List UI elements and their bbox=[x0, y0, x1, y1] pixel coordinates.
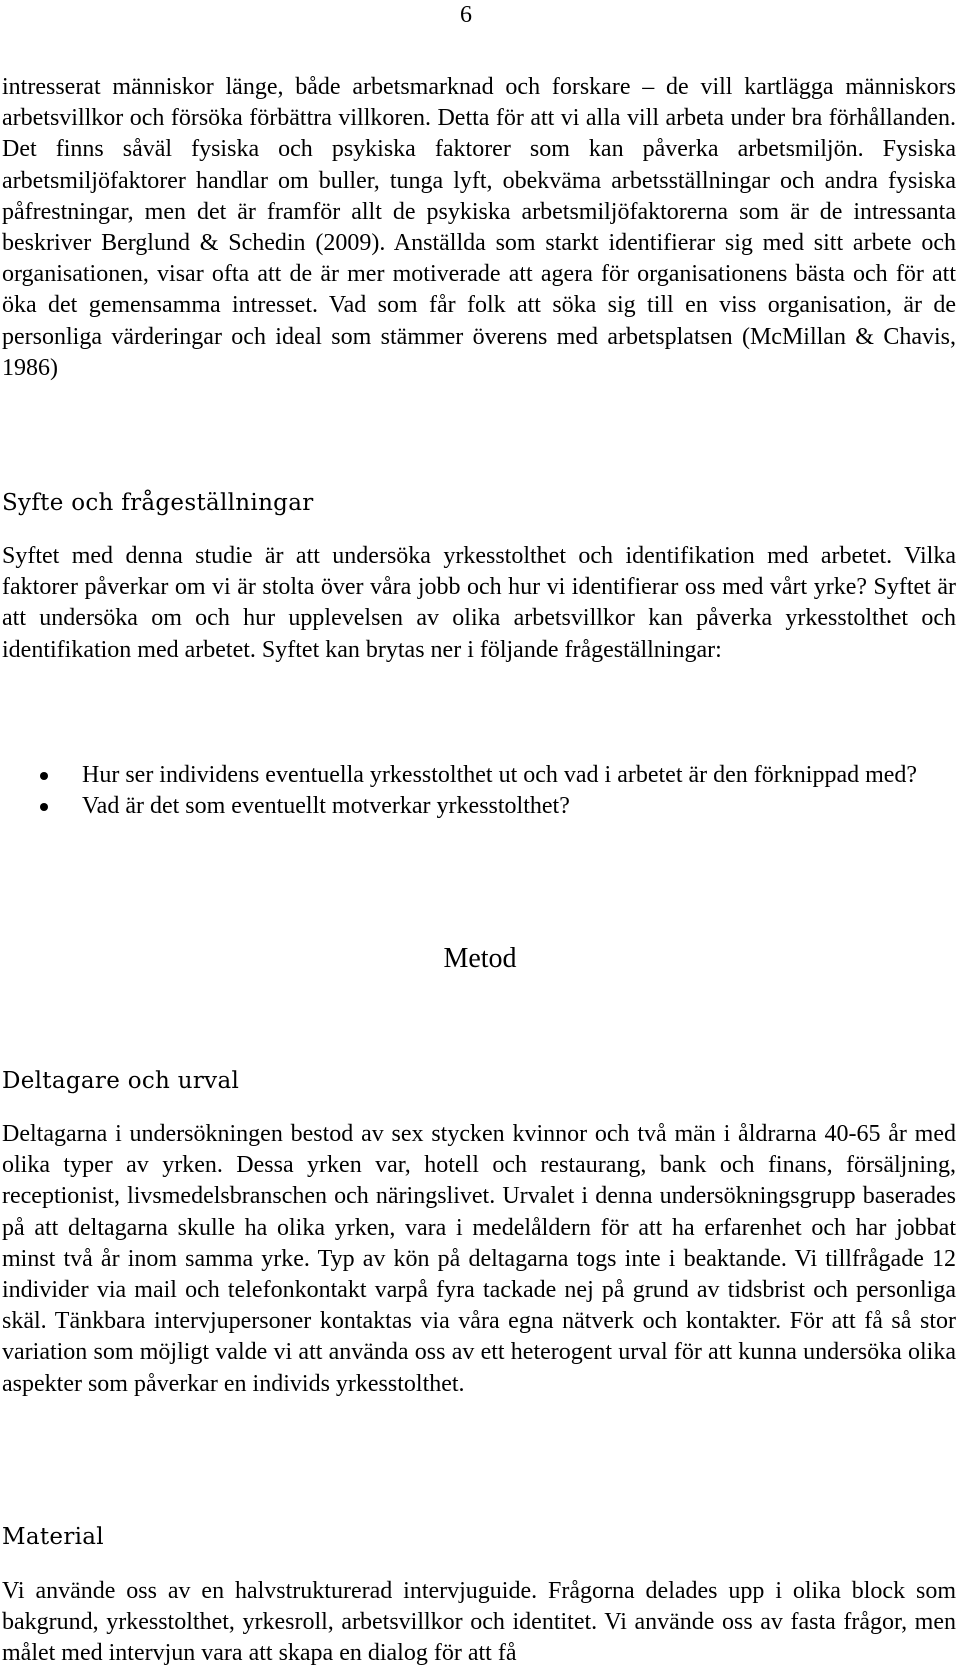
list-item-text: Vad är det som eventuellt motverkar yrkesstolthet? bbox=[82, 793, 570, 820]
section-heading-deltagare: Deltagare och urval bbox=[2, 1068, 240, 1094]
bullet-icon bbox=[40, 803, 48, 811]
section-heading-metod: Metod bbox=[443, 943, 517, 974]
list-item-text: Hur ser individens eventuella yrkesstolthet ut och vad i arbetet är den förknippad med? bbox=[82, 762, 918, 788]
question-list bbox=[0, 760, 956, 822]
section-heading-syfte: Syfte och frågeställningar bbox=[2, 490, 314, 516]
list-item bbox=[0, 791, 956, 822]
list-item bbox=[0, 760, 956, 791]
page-number: 6 bbox=[460, 2, 472, 28]
syfte-paragraph: Syftet med denna studie är att undersöka yrkesstolthet och identifikation med arbetet. Vilka faktorer påverkar om vi är stolta över våra jobb och hur vi identifierar oss med vårt yrke? Syftet är att undersöka om och hur upplevelsen av olika arbetsvillkor kan påverka yrkesstolthet och identifikation med arbetet. Syftet kan brytas ner i följande frågeställningar: bbox=[2, 543, 956, 663]
deltagare-paragraph: Deltagarna i undersökningen bestod av sex stycken kvinnor och två män i åldrarna 40-65 år med olika typer av yrken. Dessa yrken var, hotell och restaurang, bank och finans, försäljning, receptionist, livsmedelsbranschen och näringslivet. Urvalet i denna undersökningsgrupp baserades på att deltagarna skulle ha olika yrken, vara i medelåldern för att ha erfarenhet och har jobbat minst två år inom samma yrke. Typ av kön på deltagarna togs inte i beaktande. Vi tillfrågade 12 individer via mail och telefonkontakt varpå fyra tackade nej på grund av tidsbrist och personliga skäl. Tänkbara intervjupersoner kontaktas via våra egna nätverk och kontakter. För att få så stor variation som möjligt valde vi att använda oss av ett heterogent urval för att kunna undersöka olika aspekter som påverkar en individs yrkesstolthet. bbox=[2, 1121, 956, 1397]
section-heading-material: Material bbox=[2, 1524, 104, 1550]
intro-paragraph: intresserat människor länge, både arbetsmarknad och forskare – de vill kartlägga människors arbetsvillkor och försöka förbättra villkoren. Detta för att vi alla vill arbeta under bra förhållanden. Det finns såväl fysiska och psykiska faktorer som kan påverka arbetsmiljön. Fysiska arbetsmiljöfaktorer handlar om buller, tunga lyft, obekväma arbetsställningar och andra fysiska påfrestningar, men det är framför allt de psykiska arbetsmiljöfaktorerna som är de intressanta beskriver Berglund & Schedin (2009). Anställda som starkt identifierar sig med sitt arbete och organisationen, visar ofta att de är mer motiverade att agera för organisationens bästa och för att öka det gemensamma intresset. Vad som får folk att söka sig till en viss organisation, är de personliga värderingar och ideal som stämmer överens med arbetsplatsen (McMillan & Chavis, 1986) bbox=[2, 74, 956, 381]
material-paragraph: Vi använde oss av en halvstrukturerad intervjuguide. Frågorna delades upp i olika block som bakgrund, yrkesstolthet, yrkesroll, arbetsvillkor och identitet. Vi använde oss av fasta frågor, men målet med intervjun vara att skapa en dialog för att få bbox=[2, 1578, 956, 1667]
bullet-icon bbox=[40, 772, 48, 780]
